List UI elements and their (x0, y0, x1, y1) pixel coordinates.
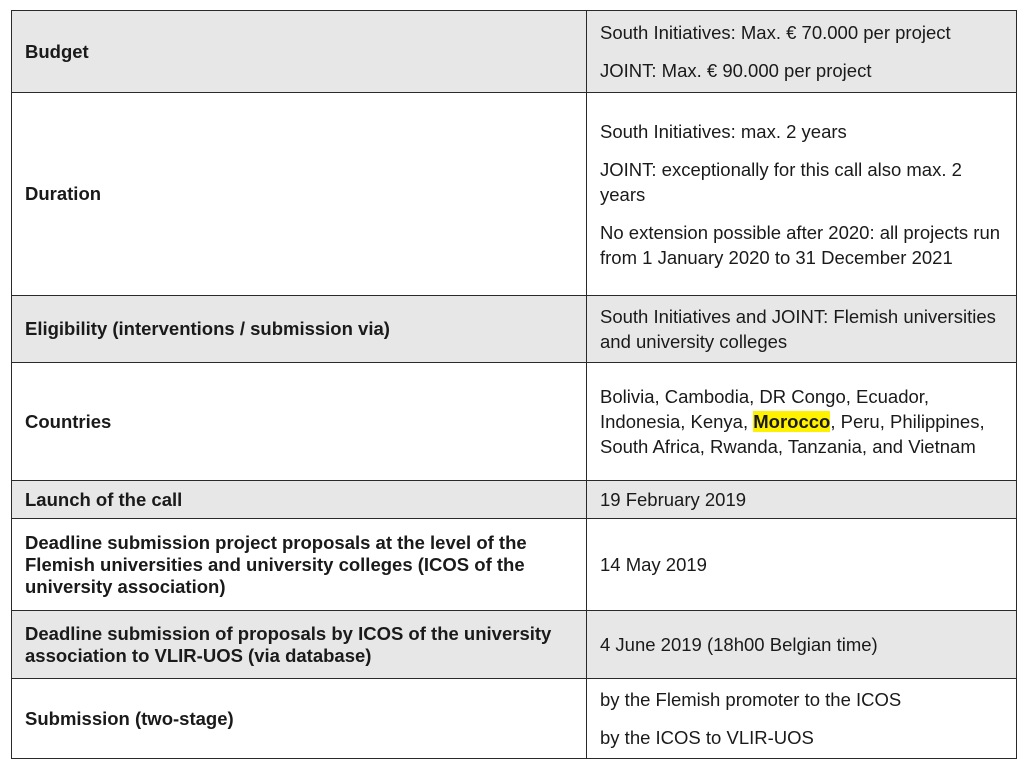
row-label: Duration (12, 93, 587, 296)
value-line: South Initiatives: Max. € 70.000 per project (600, 22, 951, 43)
row-label: Deadline submission project proposals at the level of the Flemish universities and university colleges (ICOS of the university association) (12, 519, 587, 611)
value-line: JOINT: exceptionally for this call also max. 2 years (600, 158, 962, 205)
value-line: 4 June 2019 (18h00 Belgian time) (600, 634, 878, 655)
value-line: South Initiatives and JOINT: Flemish universities and university colleges (600, 306, 996, 352)
table-row-countries (12, 363, 1017, 481)
row-value (587, 296, 1017, 363)
row-label: Launch of the call (12, 481, 587, 519)
row-value (587, 611, 1017, 679)
table-row-submission (12, 679, 1017, 759)
row-label: Deadline submission of proposals by ICOS of the university association to VLIR-UOS (via database) (12, 611, 587, 679)
highlighted-country: Morocco (753, 411, 831, 432)
countries-before: Bolivia, Cambodia, DR Congo, Ecuador, Indonesia, Kenya, (600, 386, 930, 432)
table-row-deadline-vliruos (12, 611, 1017, 679)
row-label: Submission (two-stage) (12, 679, 587, 759)
call-info-table (11, 10, 1017, 759)
table-row-eligibility (12, 296, 1017, 363)
countries-after: , Peru, Philippines, South Africa, Rwanda, Tanzania, and Vietnam (600, 411, 985, 457)
value-line: 14 May 2019 (600, 554, 707, 575)
row-value (587, 11, 1017, 93)
row-label: Eligibility (interventions / submission via) (12, 296, 587, 363)
countries-list (600, 384, 1006, 459)
row-label: Countries (12, 363, 587, 481)
value-line: by the Flemish promoter to the ICOS (600, 689, 902, 710)
row-label: Budget (12, 11, 587, 93)
value-line: 19 February 2019 (600, 489, 747, 510)
row-value (587, 93, 1017, 296)
row-value (587, 519, 1017, 611)
table-row-budget (12, 11, 1017, 93)
value-line: South Initiatives: max. 2 years (600, 120, 847, 142)
row-value (587, 679, 1017, 759)
row-value (587, 481, 1017, 519)
value-line: No extension possible after 2020: all projects run from 1 January 2020 to 31 December 2021 (600, 221, 1001, 268)
row-value (587, 363, 1017, 481)
table-row-duration (12, 93, 1017, 296)
table-row-deadline-universities (12, 519, 1017, 611)
value-line: by the ICOS to VLIR-UOS (600, 727, 814, 748)
value-line: JOINT: Max. € 90.000 per project (600, 60, 872, 81)
table-row-launch (12, 481, 1017, 519)
